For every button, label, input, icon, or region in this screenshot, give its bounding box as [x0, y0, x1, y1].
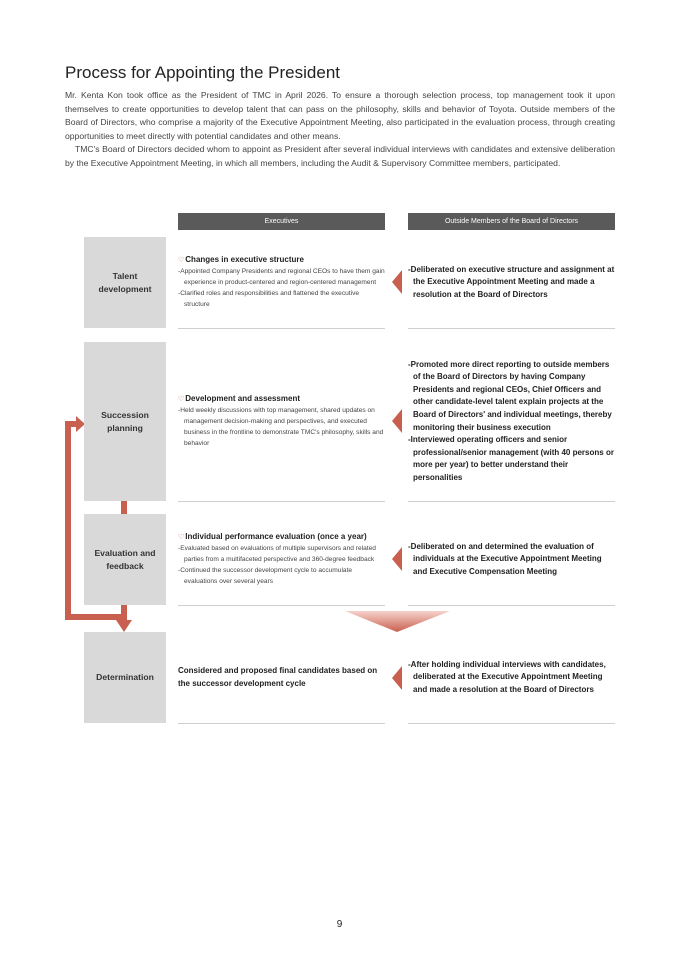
outside-cell-evaluation-feedback [408, 514, 615, 606]
arrow-left-icon [392, 270, 402, 294]
feedback-loop [65, 423, 71, 620]
stage-succession-planning [84, 342, 166, 501]
heart-icon: ♡ [178, 395, 185, 403]
stage-determination [84, 632, 166, 723]
executives-column-header: Executives [178, 213, 385, 230]
exec-detail: -Held weekly discussions with top management, shared updates on management decision-making and perspectives, and executed business in the frontline to demonstrate TMC's philosophy, skills and behavior [178, 406, 384, 448]
stage-label: Determination [96, 672, 154, 683]
intro-paragraph: Mr. Kenta Kon took office as the President of TMC in April 2026. To ensure a thorough selection process, top management took it upon themselves to create opportunities to develop talent that can pass on the philosophy, skills and behavior of Toyota. Outside members of the Board of Directors, who comprise a majority of the Executive Appointment Meeting, also participated in the evaluation process, through creating opportunities to meet directly with potential candidates and other means. [65, 90, 615, 141]
outside-detail: -Interviewed operating officers and senior professional/senior management (with 40 persons or more per year) to better understand their personalities [408, 435, 614, 482]
arrow-left-icon [392, 409, 402, 433]
exec-detail: -Continued the successor development cycle to accumulate evaluations over several years [178, 567, 353, 586]
intro-paragraph: TMC's Board of Directors decided whom to appoint as President after several individual interviews with candidates and extensive deliberation by the Executive Appointment Meeting, in which all members, including the Audit & Supervisory Committee members, participated. [65, 144, 615, 168]
feedback-loop [65, 614, 124, 620]
exec-cell-evaluation-feedback [178, 514, 385, 606]
feedback-loop [65, 421, 77, 427]
exec-detail: -Evaluated based on evaluations of multiple supervisors and related parties from a multifaceted perspective and 360-degree feedback [178, 544, 376, 563]
exec-heading: ♡Changes in executive structure [178, 254, 304, 264]
arrow-left-icon [392, 547, 402, 571]
heart-icon: ♡ [178, 533, 185, 541]
exec-detail: -Clarified roles and responsibilities and flattened the executive structure [178, 290, 360, 309]
outside-cell-succession-planning [408, 342, 615, 502]
exec-heading: ♡Individual performance evaluation (once a year) [178, 531, 367, 541]
exec-cell-talent-development [178, 237, 385, 329]
outside-detail: -Promoted more direct reporting to outside members of the Board of Directors by having Company Presidents and regional CEOs, Chief Officers and other candidate-level talent explain projects at the Board of Directors' and individual meetings, thereby monitoring their business execution [408, 359, 612, 432]
exec-detail: Considered and proposed final candidates based on the successor development cycle [178, 666, 378, 688]
stage-evaluation-feedback [84, 514, 166, 605]
outside-detail: -After holding individual interviews with candidates, deliberated at the Executive Appointment Meeting and made a resolution at the Board of Directors [408, 659, 606, 694]
stage-label: Succession planning [101, 410, 149, 433]
arrow-left-icon [392, 666, 402, 690]
outside-cell-talent-development [408, 237, 615, 329]
stage-connector [121, 501, 127, 514]
outside-detail: -Deliberated on and determined the evaluation of individuals at the Executive Appointment Meeting and Executive Compensation Meeting [408, 541, 602, 576]
stage-label: Talent development [98, 271, 152, 294]
exec-cell-succession-planning [178, 342, 385, 502]
exec-heading: ♡Development and assessment [178, 393, 300, 403]
stage-talent-development [84, 237, 166, 328]
page-title: Process for Appointing the President [65, 63, 340, 82]
stage-label: Evaluation and feedback [94, 548, 156, 571]
page-number: 9 [336, 919, 343, 930]
outside-directors-column-header: Outside Members of the Board of Directors [408, 213, 615, 230]
outside-detail: -Deliberated on executive structure and assignment at the Executive Appointment Meeting and made a resolution at the Board of Directors [408, 264, 615, 299]
outside-cell-determination [408, 632, 615, 724]
arrow-down-icon [116, 620, 132, 632]
exec-cell-determination [178, 632, 385, 724]
exec-detail: -Appointed Company Presidents and regional CEOs to have them gain experience in product-centered and region-centered management [178, 267, 385, 286]
heart-icon: ♡ [178, 256, 185, 264]
funnel-chevron-icon [345, 611, 450, 632]
